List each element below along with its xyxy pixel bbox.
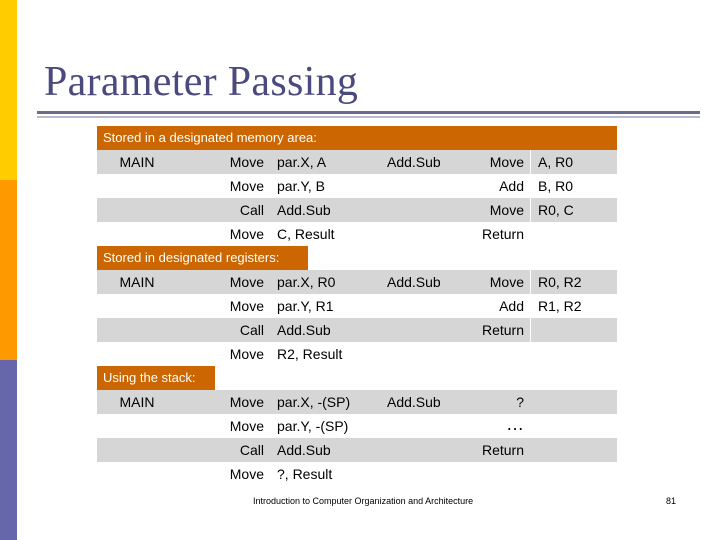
table-row: [97, 294, 617, 318]
main-arg: par.X, A: [277, 154, 327, 170]
title-rule: [37, 111, 700, 114]
main-op: Call: [239, 442, 264, 458]
table-row: [97, 198, 617, 222]
sub-op: Move: [489, 274, 524, 290]
section-header-text: Stored in designated registers:: [103, 250, 280, 265]
main-arg: C, Result: [277, 226, 335, 242]
main-arg: Add.Sub: [277, 202, 331, 218]
col-sep: [530, 150, 531, 174]
slide-title: Parameter Passing: [44, 59, 359, 105]
sub-op: Return: [481, 442, 524, 458]
main-op: Move: [229, 226, 264, 242]
sub-arg: B, R0: [538, 178, 574, 194]
section-header: [97, 246, 617, 270]
table-row: [97, 414, 617, 438]
main-arg: ?, Result: [277, 466, 333, 482]
sub-op: Add: [499, 178, 524, 194]
table-row: [97, 438, 617, 462]
title-rule-light: [37, 116, 700, 118]
main-label: MAIN: [119, 394, 155, 410]
main-arg: par.Y, B: [277, 178, 326, 194]
col-sep: [530, 198, 531, 222]
table-row: [97, 174, 617, 198]
main-arg: par.Y, R1: [277, 298, 334, 314]
table-row: [97, 150, 617, 174]
main-label: MAIN: [119, 154, 155, 170]
main-op: Move: [229, 418, 264, 434]
main-arg: par.X, R0: [277, 274, 336, 290]
sub-arg: R0, R2: [538, 274, 582, 290]
sub-op: Return: [481, 226, 524, 242]
sub-arg: A, R0: [538, 154, 574, 170]
section-header-text: Stored in a designated memory area:: [103, 130, 317, 145]
table-row: [97, 342, 617, 366]
main-arg: par.Y, -(SP): [277, 418, 349, 434]
sub-op: Move: [489, 202, 524, 218]
main-label: MAIN: [119, 274, 155, 290]
section-header-box: [530, 126, 617, 150]
main-arg: Add.Sub: [277, 322, 331, 338]
side-bar-purple: [0, 360, 17, 540]
main-op: Call: [239, 202, 264, 218]
main-arg: Add.Sub: [277, 442, 331, 458]
sub-arg: R0, C: [538, 202, 574, 218]
side-bar-yellow: [0, 0, 17, 180]
table-row: [97, 318, 617, 342]
sub-op: Add: [499, 298, 524, 314]
col-sep: [530, 318, 531, 342]
table-row: [97, 222, 617, 246]
sub-op: ?: [516, 394, 524, 410]
col-sep: [530, 270, 531, 294]
sub-op: Move: [489, 154, 524, 170]
footer-text: Introduction to Computer Organization and Architecture: [253, 496, 474, 506]
sub-label: Add.Sub: [387, 154, 441, 170]
main-op: Move: [229, 394, 264, 410]
sub-op: Return: [481, 322, 524, 338]
sub-label: Add.Sub: [387, 274, 441, 290]
section-header: [97, 366, 617, 390]
main-op: Move: [229, 346, 264, 362]
main-op: Move: [229, 298, 264, 314]
side-bar-orange: [0, 180, 17, 360]
table-row: [97, 270, 617, 294]
table-row: [97, 462, 617, 486]
main-op: Move: [229, 466, 264, 482]
section-header: [97, 126, 617, 150]
ellipsis: …: [506, 414, 524, 434]
main-op: Move: [229, 178, 264, 194]
main-arg: R2, Result: [277, 346, 343, 362]
sub-label: Add.Sub: [387, 394, 441, 410]
main-op: Move: [229, 154, 264, 170]
sub-arg: R1, R2: [538, 298, 582, 314]
table-row: [97, 390, 617, 414]
main-op: Move: [229, 274, 264, 290]
main-op: Call: [239, 322, 264, 338]
section-header-text: Using the stack:: [103, 370, 196, 385]
main-arg: par.X, -(SP): [277, 394, 351, 410]
parameter-table: [97, 126, 617, 486]
page-number: 81: [666, 496, 677, 506]
